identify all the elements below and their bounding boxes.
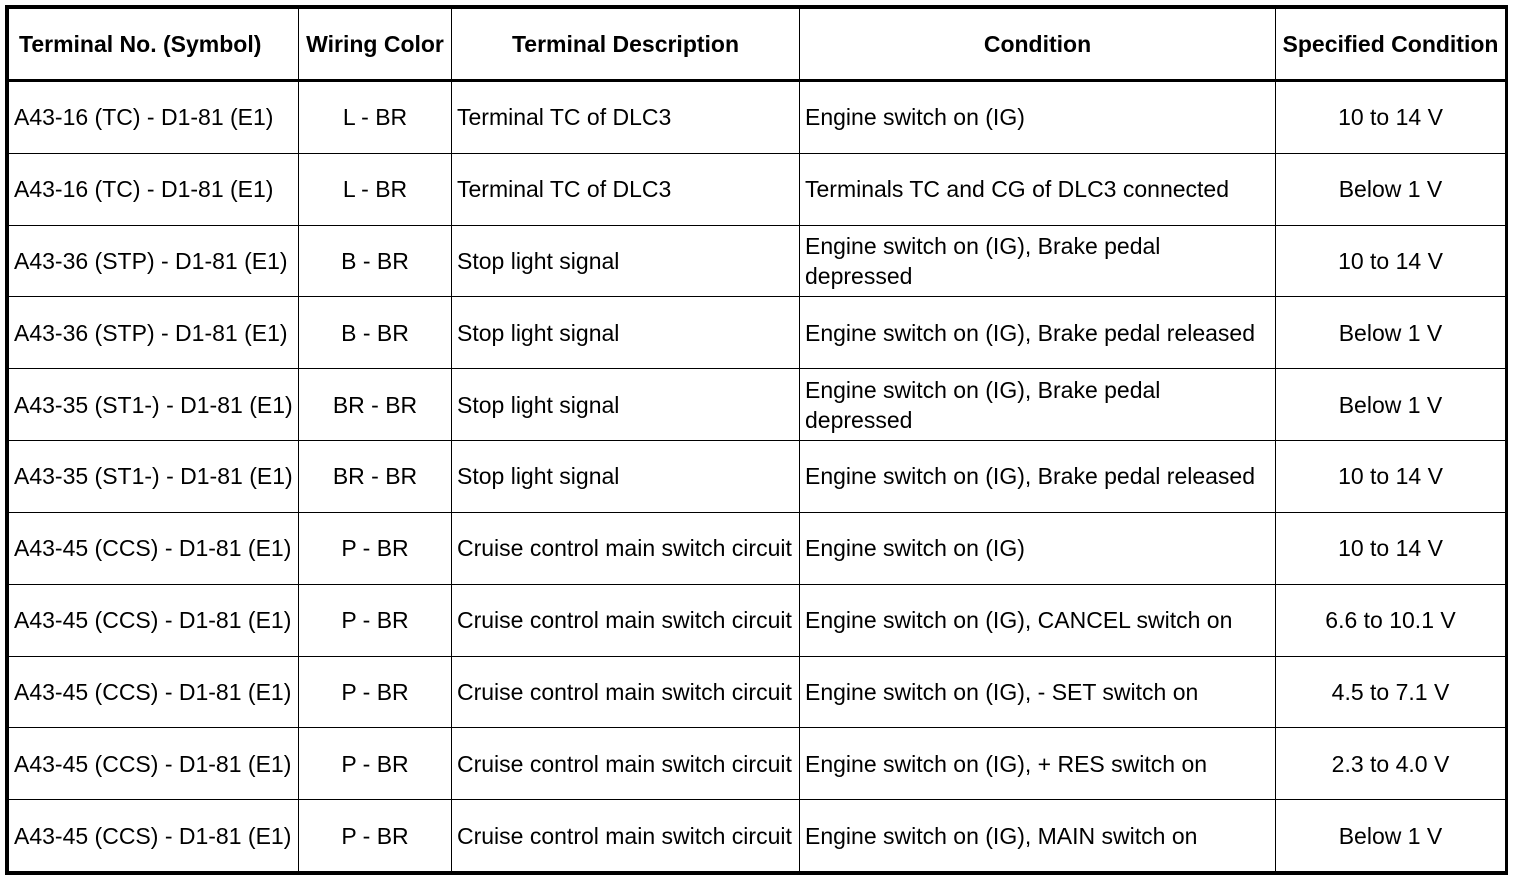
- cell-description: Stop light signal: [452, 441, 800, 513]
- cell-terminal: A43-45 (CCS) - D1-81 (E1): [9, 512, 299, 584]
- cell-specified: 10 to 14 V: [1276, 512, 1506, 584]
- table-row: [9, 800, 1506, 872]
- cell-description: Cruise control main switch circuit: [452, 728, 800, 800]
- cell-specified: Below 1 V: [1276, 297, 1506, 369]
- cell-specified: 10 to 14 V: [1276, 225, 1506, 297]
- cell-terminal: A43-36 (STP) - D1-81 (E1): [9, 225, 299, 297]
- cell-condition: Engine switch on (IG): [800, 512, 1276, 584]
- table-row: [9, 153, 1506, 225]
- cell-specified: 2.3 to 4.0 V: [1276, 728, 1506, 800]
- cell-condition: Engine switch on (IG), MAIN switch on: [800, 800, 1276, 872]
- table-row: [9, 656, 1506, 728]
- cell-wiring-color: P - BR: [299, 656, 452, 728]
- cell-terminal: A43-35 (ST1-) - D1-81 (E1): [9, 441, 299, 513]
- cell-wiring-color: BR - BR: [299, 441, 452, 513]
- cell-specified: 10 to 14 V: [1276, 441, 1506, 513]
- header-terminal: Terminal No. (Symbol): [9, 9, 299, 81]
- cell-terminal: A43-36 (STP) - D1-81 (E1): [9, 297, 299, 369]
- table-row: [9, 512, 1506, 584]
- cell-wiring-color: P - BR: [299, 800, 452, 872]
- cell-condition: Engine switch on (IG), Brake pedal depressed: [800, 225, 1276, 297]
- cell-description: Cruise control main switch circuit: [452, 584, 800, 656]
- cell-description: Stop light signal: [452, 369, 800, 441]
- cell-specified: Below 1 V: [1276, 153, 1506, 225]
- cell-wiring-color: B - BR: [299, 297, 452, 369]
- cell-condition: Engine switch on (IG), Brake pedal released: [800, 441, 1276, 513]
- cell-condition: Engine switch on (IG), Brake pedal released: [800, 297, 1276, 369]
- cell-specified: 10 to 14 V: [1276, 81, 1506, 154]
- table-row: [9, 728, 1506, 800]
- cell-description: Cruise control main switch circuit: [452, 800, 800, 872]
- cell-condition: Terminals TC and CG of DLC3 connected: [800, 153, 1276, 225]
- cell-condition: Engine switch on (IG): [800, 81, 1276, 154]
- cell-specified: Below 1 V: [1276, 369, 1506, 441]
- cell-condition: Engine switch on (IG), - SET switch on: [800, 656, 1276, 728]
- cell-condition: Engine switch on (IG), + RES switch on: [800, 728, 1276, 800]
- cell-description: Terminal TC of DLC3: [452, 153, 800, 225]
- terminal-spec-table: [5, 5, 1508, 875]
- cell-description: Cruise control main switch circuit: [452, 656, 800, 728]
- cell-terminal: A43-16 (TC) - D1-81 (E1): [9, 81, 299, 154]
- header-wiring-color: Wiring Color: [299, 9, 452, 81]
- cell-specified: 4.5 to 7.1 V: [1276, 656, 1506, 728]
- cell-terminal: A43-45 (CCS) - D1-81 (E1): [9, 800, 299, 872]
- table-row: [9, 369, 1506, 441]
- cell-description: Cruise control main switch circuit: [452, 512, 800, 584]
- cell-wiring-color: L - BR: [299, 153, 452, 225]
- cell-wiring-color: B - BR: [299, 225, 452, 297]
- cell-condition: Engine switch on (IG), CANCEL switch on: [800, 584, 1276, 656]
- cell-wiring-color: P - BR: [299, 584, 452, 656]
- header-condition: Condition: [800, 9, 1276, 81]
- table-row: [9, 81, 1506, 154]
- table-row: [9, 441, 1506, 513]
- cell-terminal: A43-16 (TC) - D1-81 (E1): [9, 153, 299, 225]
- cell-wiring-color: P - BR: [299, 512, 452, 584]
- cell-wiring-color: BR - BR: [299, 369, 452, 441]
- table-row: [9, 584, 1506, 656]
- cell-specified: 6.6 to 10.1 V: [1276, 584, 1506, 656]
- header-row: [9, 9, 1506, 81]
- header-description: Terminal Description: [452, 9, 800, 81]
- cell-terminal: A43-45 (CCS) - D1-81 (E1): [9, 656, 299, 728]
- cell-condition: Engine switch on (IG), Brake pedal depressed: [800, 369, 1276, 441]
- cell-description: Stop light signal: [452, 297, 800, 369]
- cell-terminal: A43-45 (CCS) - D1-81 (E1): [9, 584, 299, 656]
- cell-description: Terminal TC of DLC3: [452, 81, 800, 154]
- spec-table: [8, 8, 1506, 872]
- cell-wiring-color: P - BR: [299, 728, 452, 800]
- cell-terminal: A43-35 (ST1-) - D1-81 (E1): [9, 369, 299, 441]
- cell-description: Stop light signal: [452, 225, 800, 297]
- cell-terminal: A43-45 (CCS) - D1-81 (E1): [9, 728, 299, 800]
- cell-wiring-color: L - BR: [299, 81, 452, 154]
- table-row: [9, 297, 1506, 369]
- cell-specified: Below 1 V: [1276, 800, 1506, 872]
- header-specified-condition: Specified Condition: [1276, 9, 1506, 81]
- table-row: [9, 225, 1506, 297]
